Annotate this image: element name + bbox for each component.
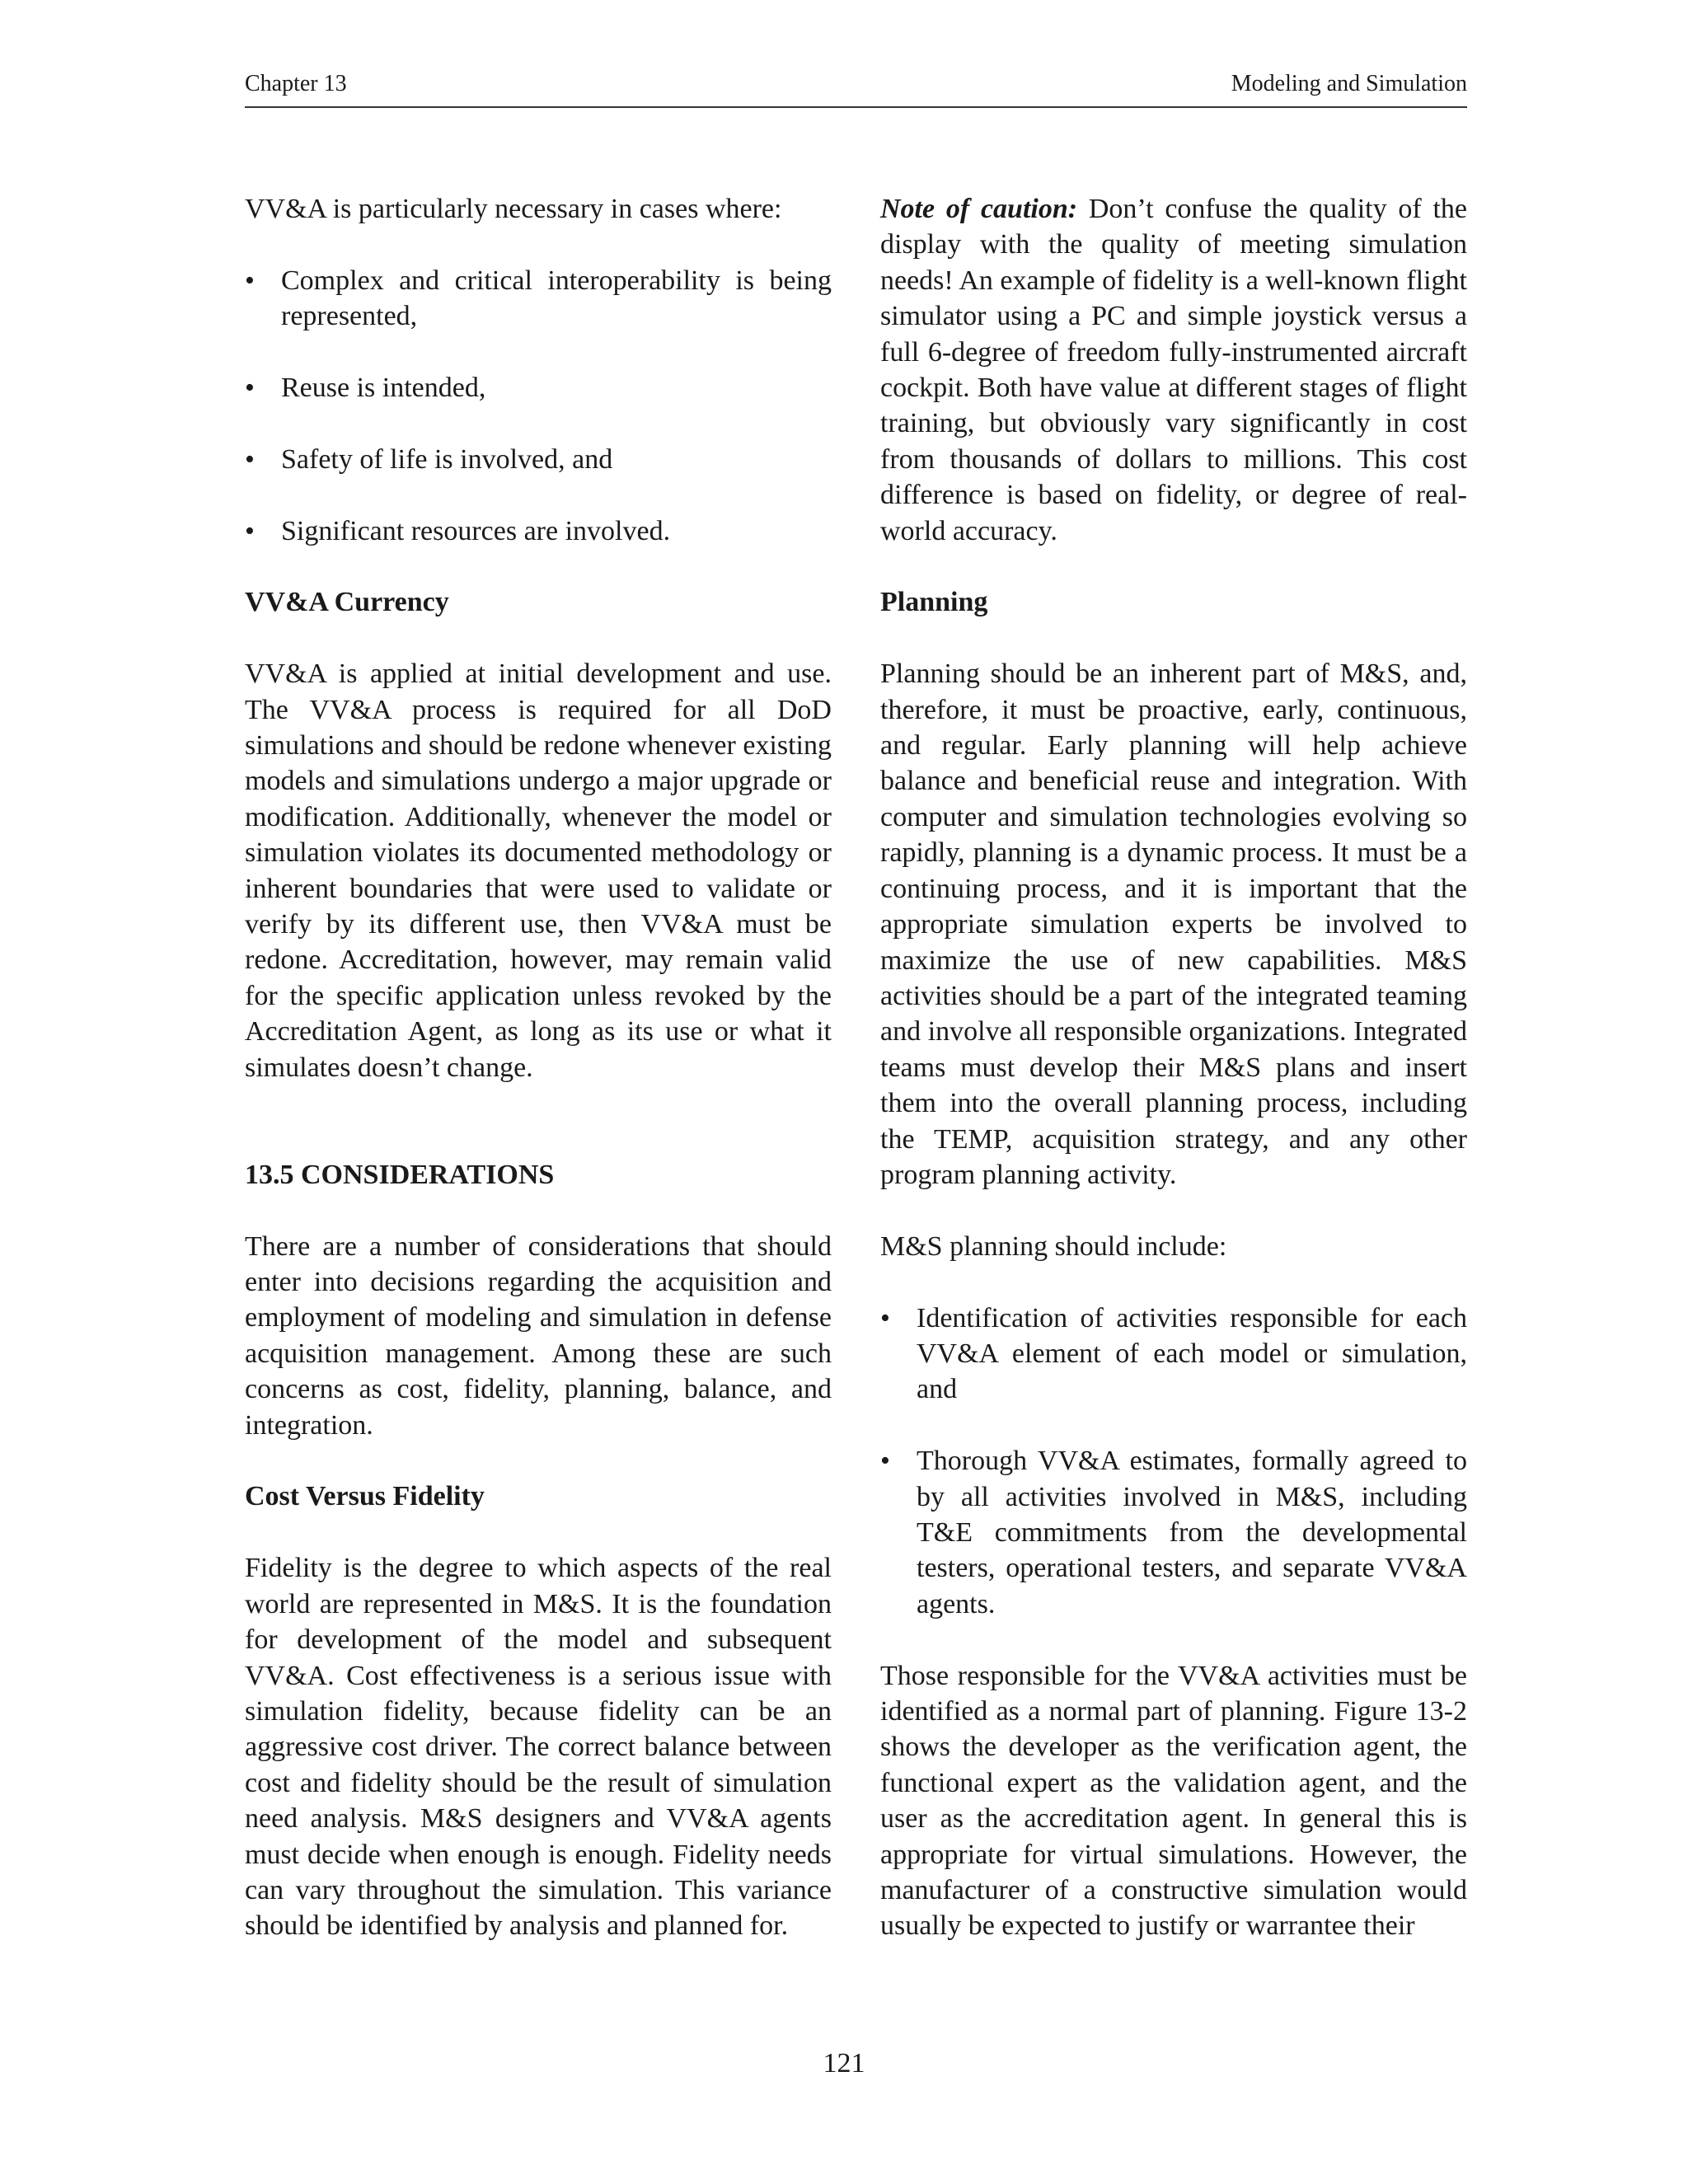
list-item: • Complex and critical interoperability is being represented, <box>245 263 832 335</box>
bullet-icon: • <box>880 1446 890 1477</box>
caution-lead: Note of caution: <box>880 194 1078 224</box>
list-item: • Reuse is intended, <box>245 370 832 405</box>
header-title: Modeling and Simulation <box>1231 71 1467 96</box>
considerations-paragraph: There are a number of considerations that should enter into decisions regarding the acquisition and employment of modeling and simulation in defense acquisition management. Among these are such concerns as cost, fidelity, planning, balance, and integration. <box>245 1230 832 1441</box>
list-item: • Identification of activities responsible for each VV&A element of each model or simulation, and <box>880 1301 1467 1408</box>
cost-fidelity-paragraph: Fidelity is the degree to which aspects of the real world are represented in M&S. It is the foundation for development of the model and subsequent VV&A. Cost effectiveness is a serious issue with simulation fidelity, because fidelity can be an aggressive cost driver. The correct balance between cost and fidelity should be the result of simulation need analysis. M&S designers and VV&A agents must decide when enough is enough. Fidelity needs can vary throughout the simulation. This variance should be identified by analysis and planned for. <box>245 1553 832 1942</box>
planning-paragraph: Planning should be an inherent part of M&S, and, therefore, it must be proactive, early, continuous, and regular. Early planning will help achieve balance and beneficial reuse and integration. With computer and simulation technologies evolving so rapidly, planning is a dynamic process. It must be a continuing process, and it is important that the appropriate simulation experts be involved to maximize the use of new capabilities. M&S activities should be a part of the integrated teaming and involve all responsible organizations. Integrated teams must develop their M&S plans and insert them into the overall planning process, including the TEMP, acquisition strategy, and any other program planning activity. <box>880 658 1467 1190</box>
vva-currency-paragraph: VV&A is applied at initial development and use. The VV&A process is required for all DoD simulations and should be redone whenever existing models and simulations undergo a major upgrade or modification. Additionally, whenever the model or simulation violates its documented methodology or inherent boundaries that were used to validate or verify by its different use, then VV&A must be redone. Accreditation, however, may remain valid for the specific application unless revoked by the Accreditation Agent, as long as its use or what it simulates doesn’t change. <box>245 658 832 1083</box>
vva-currency-heading: VV&A Currency <box>245 587 449 618</box>
caution-paragraph <box>880 191 1467 549</box>
bullet-icon: • <box>245 515 255 546</box>
list-item: • Safety of life is involved, and <box>245 442 832 477</box>
header-chapter: Chapter 13 <box>245 71 347 96</box>
planning-heading: Planning <box>880 587 988 618</box>
planning-include-list <box>880 1301 1467 1623</box>
cost-fidelity-heading: Cost Versus Fidelity <box>245 1481 485 1512</box>
bullet-icon: • <box>245 443 255 475</box>
planning-include-intro: M&S planning should include: <box>880 1230 1227 1262</box>
vva-intro-paragraph: VV&A is particularly necessary in cases where: <box>245 194 782 224</box>
list-item: • Significant resources are involved. <box>245 513 832 549</box>
bullet-icon: • <box>245 265 255 296</box>
running-header <box>245 70 1467 108</box>
left-column <box>245 191 832 1944</box>
section-heading-considerations: 13.5 CONSIDERATIONS <box>245 1159 555 1190</box>
bullet-icon: • <box>245 373 255 403</box>
responsible-paragraph: Those responsible for the VV&A activities must be identified as a normal part of planning. Figure 13-2 shows the developer as the verification agent, the functional expert as the validation agent, and the user as the accreditation agent. In general this is appropriate for virtual simulations. However, the manufacturer of a constructive simulation would usually be expected to justify or warrantee their <box>880 1660 1467 1942</box>
list-item: • Thorough VV&A estimates, formally agreed to by all activities involved in M&S, including T&E commitments from the developmental testers, operational testers, and separate VV&A agents. <box>880 1443 1467 1622</box>
bullet-icon: • <box>880 1302 890 1333</box>
right-column <box>880 191 1467 1944</box>
vva-cases-list <box>245 263 832 549</box>
caution-text: Don’t confuse the quality of the display with the quality of meeting simulation needs! An example of fidelity is a well-known flight simulator using a PC and simple joystick versus a full 6-degree of freedom fully-instrumented aircraft cockpit. Both have value at different stages of flight training, but obviously vary significantly in cost from thousands of dollars to millions. This cost difference is based on fidelity, or degree of real-world accuracy. <box>880 194 1467 546</box>
page-number: 121 <box>823 2048 865 2079</box>
